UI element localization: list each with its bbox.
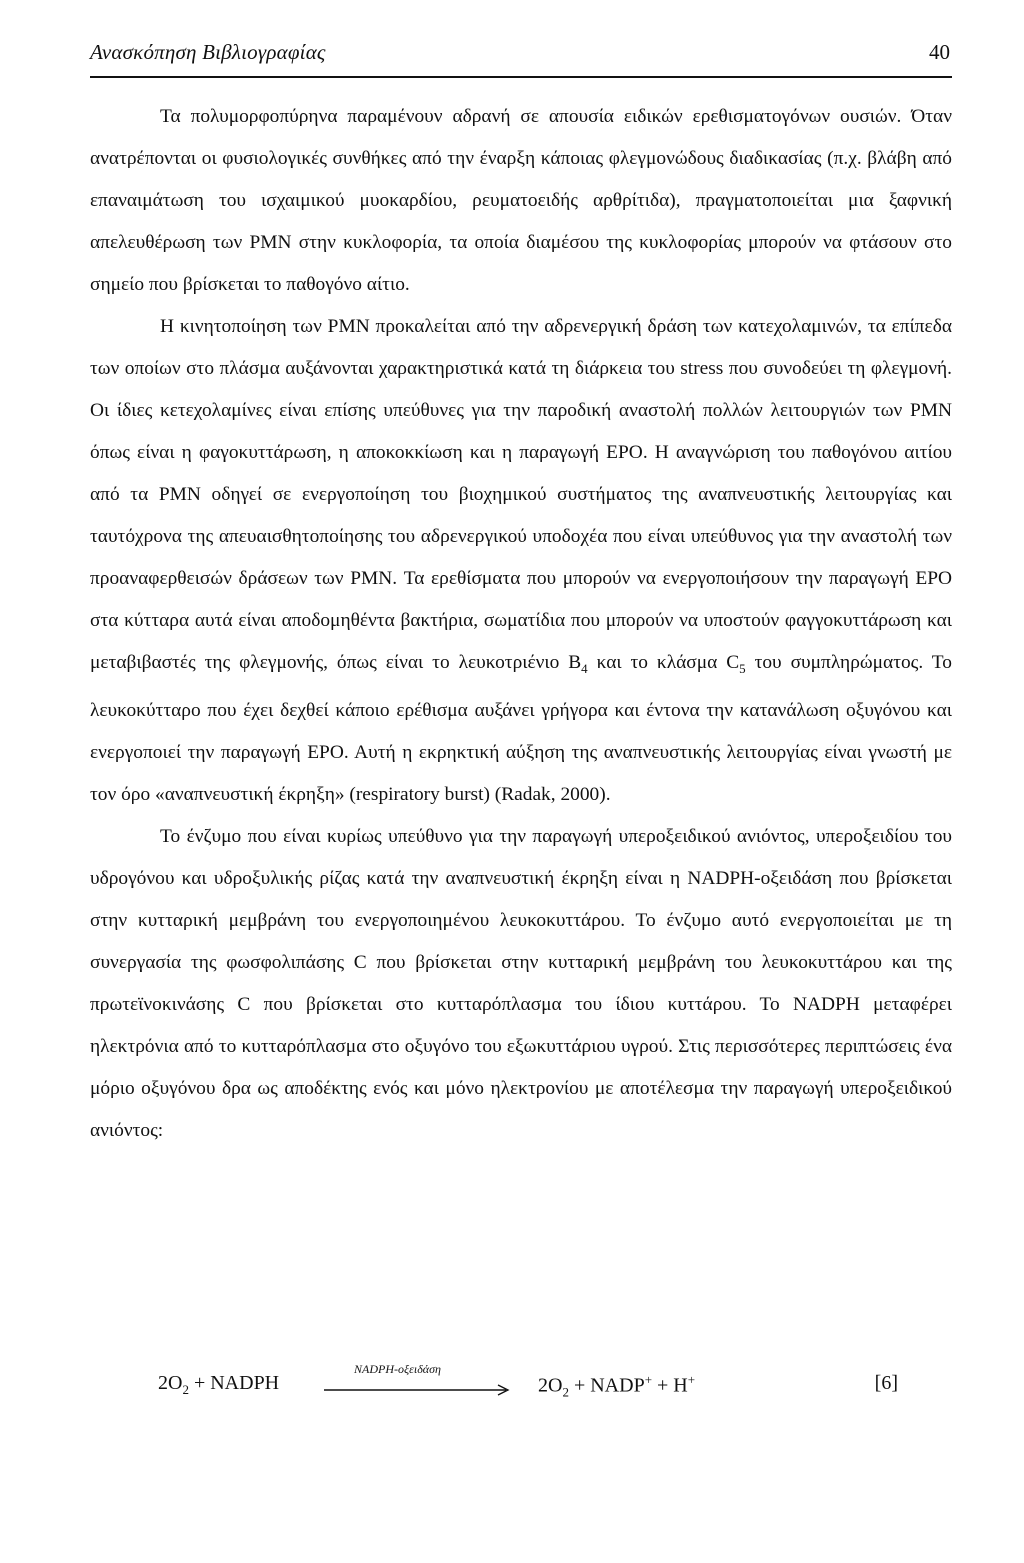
arrow-right-icon xyxy=(324,1384,512,1396)
reactant-nadph: + NADPH xyxy=(188,1372,280,1394)
reactant-oxygen: 2O xyxy=(158,1372,183,1394)
paragraph-1: Τα πολυμορφοπύρηνα παραμένουν αδρανή σε απουσία ειδικών ερεθισματογόνων ουσιών. Όταν ανατρέπονται οι φυσιολογικές συνθήκες από την έναρξη κάποιας φλεγμονώδους διαδικασίας (π.χ. βλάβη από επαναιμάτωση του ισχαιμικού μυοκαρδίου, ρευματοειδής αρθρίτιδα), πραγματοποιείται μια ξαφνική απελευθέρωση των PMN στην κυκλοφορία, τα οποία διαμέσου της κυκλοφορίας μπορούν να φτάσουν στο σημείο που βρίσκεται το παθογόνο αίτιο. xyxy=(90,106,952,295)
product-nadp-charge: + xyxy=(644,1372,653,1387)
paragraph-2-part-3: του συμπληρώματος. Το λευκοκύτταρο που έχει δεχθεί κάποιο ερέθισμα αυξάνει γρήγορα και έντονα την κατανάλωση οξυγόνου και ενεργοποιεί την παραγωγή ΕΡΟ. Αυτή η εκρηκτική αύξηση της αναπνευστικής λειτουργίας είναι γνωστή με τον όρο «αναπνευστική έκρηξη» (respiratory burst) (Radak, 2000). xyxy=(90,652,952,805)
product-hydrogen: + H xyxy=(652,1374,688,1397)
equation-reactants xyxy=(158,1372,279,1398)
paragraph-2-part-2: και το κλάσμα C xyxy=(587,652,740,673)
product-nadp: + NADP xyxy=(568,1374,645,1397)
subscript-b4: 4 xyxy=(581,660,588,676)
paragraph-2 xyxy=(90,306,952,816)
page-number: 40 xyxy=(929,40,950,64)
running-title: Ανασκόπηση Βιβλιογραφίας xyxy=(90,40,326,64)
paragraph-3: Το ένζυμο που είναι κυρίως υπεύθυνο για την παραγωγή υπεροξειδικού ανιόντος, υπεροξειδίου του υδρογόνου και υδροξυλικής ρίζας κατά την αναπνευστική έκρηξη είναι η NADPH-οξειδάση που βρίσκεται στην κυτταρική μεμβράνη του ενεργοποιημένου λευκοκυττάρου. Το ένζυμο αυτό ενεργοποιείται με τη συνεργασία της φωσφολιπάσης C που βρίσκεται στην κυτταρική μεμβράνη του λευκοκυττάρου και της πρωτεϊνοκινάσης C που βρίσκεται στο κυτταρόπλασμα του ίδιου κυττάρου. Το NADPH μεταφέρει ηλεκτρόνια από το κυτταρόπλασμα στο οξυγόνο του εξωκυττάριου υγρού. Στις περισσότερες περιπτώσεις ένα μόριο οξυγόνου δρα ως αποδέκτης ενός και μόνο ηλεκτρονίου με αποτέλεσμα την παραγωγή υπεροξειδικού ανιόντος: xyxy=(90,825,952,1141)
product-superoxide-subscript: 2 xyxy=(562,1384,569,1400)
product-hydrogen-charge: + xyxy=(687,1372,696,1387)
page-header xyxy=(90,36,952,78)
equation-products xyxy=(538,1372,695,1401)
paragraph-2-part-1: Η κινητοποίηση των PMN προκαλείται από την αδρενεργική δράση των κατεχολαμινών, τα επίπεδα των οποίων στο πλάσμα αυξάνονται χαρακτηριστικά κατά τη διάρκεια του stress που συνοδεύει τη φλεγμονή. Οι ίδιες κετεχολαμίνες είναι επίσης υπεύθυνες για την παροδική αναστολή πολλών λειτουργιών των PMN όπως είναι η φαγοκυττάρωση, η αποκοκκίωση και η παραγωγή ΕΡΟ. Η αναγνώριση του παθογόνου αιτίου από τα PMN οδηγεί σε ενεργοποίηση του βιοχημικού συστήματος της αναπνευστικής λειτουργίας και ταυτόχρονα της απευαισθητοποίησης του αδρενεργικού υποδοχέα που είναι υπεύθυνος για την αναστολή των προαναφερθεισών δράσεων των PMN. Τα ερεθίσματα που μπορούν να ενεργοποιήσουν την παραγωγή ΕΡΟ στα κύτταρα αυτά είναι αποδομηθέντα βακτήρια, σωματίδια που μπορούν να υποστούν φαγγοκυττάρωση και μεταβιβαστές της φλεγμονής, όπως είναι το λευκοτριένιο Β xyxy=(90,316,952,673)
reaction-arrow xyxy=(324,1362,512,1412)
product-superoxide: 2O xyxy=(538,1374,563,1397)
body-text xyxy=(90,96,952,1152)
equation-number: [6] xyxy=(874,1372,898,1394)
arrow-enzyme-label: NADPH-οξειδάση xyxy=(354,1362,441,1376)
chemical-equation xyxy=(158,1362,918,1422)
reactant-oxygen-subscript: 2 xyxy=(182,1382,189,1397)
subscript-c5: 5 xyxy=(739,660,746,676)
